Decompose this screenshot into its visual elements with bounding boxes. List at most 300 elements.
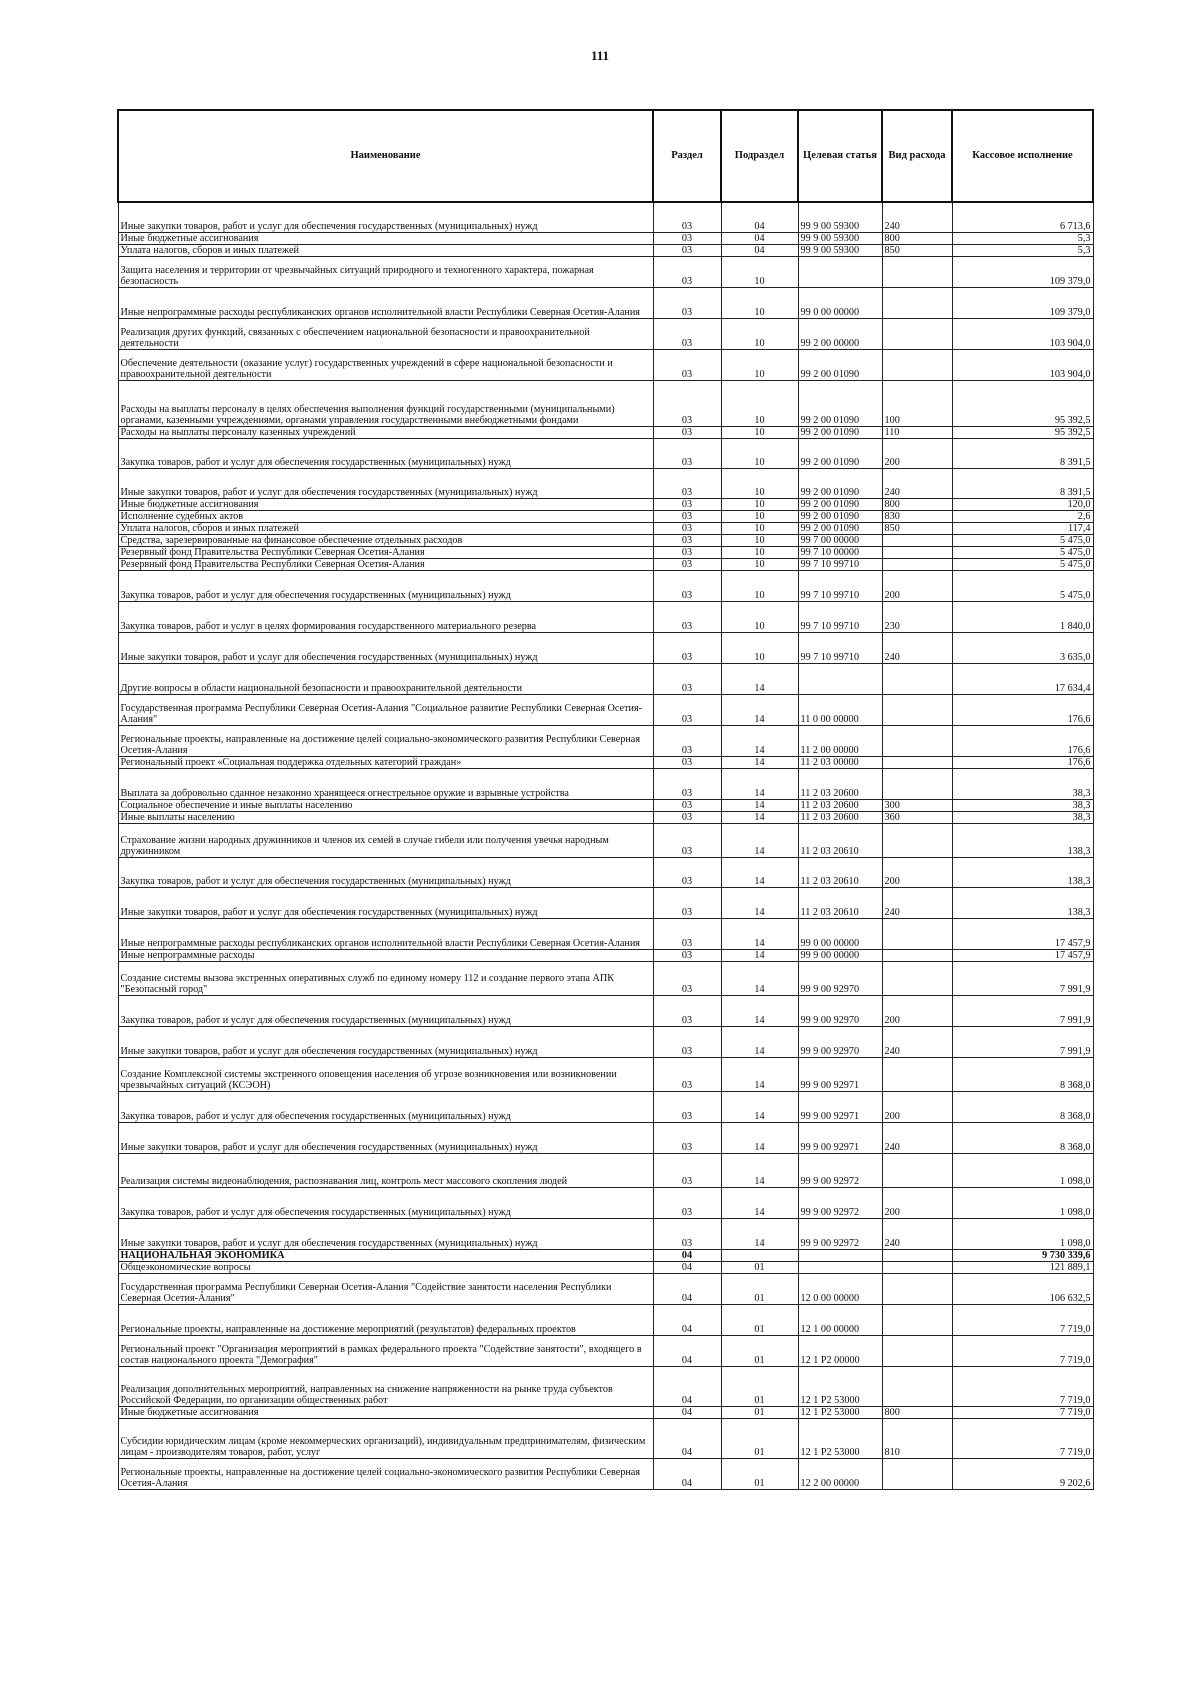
row-tselevaya-cell: 12 1 00 00000 — [798, 1304, 882, 1335]
row-podrazdel-cell: 04 — [721, 244, 798, 256]
table-row — [118, 1026, 1093, 1057]
row-name-cell: Иные закупки товаров, работ и услуг для обеспечения государственных (муниципальных) нужд — [118, 1122, 653, 1153]
row-amount-cell: 176,6 — [952, 694, 1093, 725]
row-name-cell: Исполнение судебных актов — [118, 510, 653, 522]
row-amount-cell: 5 475,0 — [952, 534, 1093, 546]
table-row — [118, 1249, 1093, 1261]
row-amount-cell: 1 098,0 — [952, 1218, 1093, 1249]
row-amount-cell: 5 475,0 — [952, 570, 1093, 601]
row-vid-cell — [882, 1153, 952, 1187]
row-razdel-cell: 04 — [653, 1458, 721, 1489]
row-tselevaya-cell: 99 7 10 99710 — [798, 558, 882, 570]
row-podrazdel-cell: 10 — [721, 498, 798, 510]
row-tselevaya-cell: 99 2 00 01090 — [798, 468, 882, 498]
table-row — [118, 663, 1093, 694]
row-podrazdel-cell: 10 — [721, 287, 798, 318]
row-vid-cell: 800 — [882, 1406, 952, 1418]
row-name-cell: Иные закупки товаров, работ и услуг для обеспечения государственных (муниципальных) нужд — [118, 1026, 653, 1057]
row-podrazdel-cell: 14 — [721, 1218, 798, 1249]
row-vid-cell — [882, 1366, 952, 1406]
row-tselevaya-cell: 12 1 P2 53000 — [798, 1366, 882, 1406]
row-name-cell: Обеспечение деятельности (оказание услуг) государственных учреждений в сфере национальной безопасности и правоохранительной деятельности — [118, 349, 653, 380]
table-row — [118, 349, 1093, 380]
row-podrazdel-cell: 01 — [721, 1366, 798, 1406]
row-name-cell: Уплата налогов, сборов и иных платежей — [118, 522, 653, 534]
row-podrazdel-cell: 14 — [721, 768, 798, 799]
row-tselevaya-cell: 12 0 00 00000 — [798, 1273, 882, 1304]
row-tselevaya-cell: 99 7 10 99710 — [798, 570, 882, 601]
row-razdel-cell: 03 — [653, 961, 721, 995]
row-name-cell: Региональные проекты, направленные на достижение целей социально-экономического развития Республики Северная Осетия-Алания — [118, 725, 653, 756]
row-vid-cell: 200 — [882, 438, 952, 468]
table-row — [118, 1057, 1093, 1091]
table-row — [118, 995, 1093, 1026]
row-podrazdel-cell: 14 — [721, 663, 798, 694]
row-podrazdel-cell: 14 — [721, 1026, 798, 1057]
row-name-cell: Другие вопросы в области национальной безопасности и правоохранительной деятельности — [118, 663, 653, 694]
row-name-cell: Государственная программа Республики Северная Осетия-Алания "Социальное развитие Республики Северная Осетия-Алания" — [118, 694, 653, 725]
row-vid-cell: 360 — [882, 811, 952, 823]
row-razdel-cell: 03 — [653, 1091, 721, 1122]
row-vid-cell — [882, 949, 952, 961]
table-row — [118, 438, 1093, 468]
row-vid-cell: 800 — [882, 232, 952, 244]
row-tselevaya-cell: 99 9 00 59300 — [798, 232, 882, 244]
row-tselevaya-cell: 99 2 00 01090 — [798, 426, 882, 438]
row-podrazdel-cell: 10 — [721, 318, 798, 349]
row-razdel-cell: 03 — [653, 799, 721, 811]
row-vid-cell — [882, 1458, 952, 1489]
row-amount-cell: 5 475,0 — [952, 558, 1093, 570]
row-amount-cell: 8 368,0 — [952, 1091, 1093, 1122]
row-razdel-cell: 03 — [653, 949, 721, 961]
table-row — [118, 570, 1093, 601]
row-name-cell: Иные закупки товаров, работ и услуг для обеспечения государственных (муниципальных) нужд — [118, 887, 653, 918]
table-row — [118, 1261, 1093, 1273]
row-tselevaya-cell: 12 1 P2 53000 — [798, 1406, 882, 1418]
row-amount-cell: 138,3 — [952, 823, 1093, 857]
row-razdel-cell: 03 — [653, 811, 721, 823]
row-name-cell: Создание системы вызова экстренных оперативных служб по единому номеру 112 и создание первого этапа АПК "Безопасный город" — [118, 961, 653, 995]
row-razdel-cell: 03 — [653, 857, 721, 887]
header-podrazdel: Подраздел — [721, 110, 798, 202]
row-name-cell: Средства, зарезервированные на финансовое обеспечение отдельных расходов — [118, 534, 653, 546]
row-razdel-cell: 03 — [653, 318, 721, 349]
row-razdel-cell: 04 — [653, 1366, 721, 1406]
row-name-cell: Региональный проект "Организация мероприятий в рамках федерального проекта "Содействие занятости", входящего в состав национального проекта "Демография" — [118, 1335, 653, 1366]
header-razdel: Раздел — [653, 110, 721, 202]
row-amount-cell: 95 392,5 — [952, 426, 1093, 438]
row-amount-cell: 7 719,0 — [952, 1335, 1093, 1366]
row-vid-cell: 200 — [882, 1187, 952, 1218]
row-razdel-cell: 03 — [653, 438, 721, 468]
table-row — [118, 799, 1093, 811]
table-row — [118, 961, 1093, 995]
row-podrazdel-cell: 01 — [721, 1304, 798, 1335]
row-name-cell: Иные непрограммные расходы республиканских органов исполнительной власти Республики Северная Осетия-Алания — [118, 287, 653, 318]
row-amount-cell: 109 379,0 — [952, 256, 1093, 287]
row-tselevaya-cell: 99 2 00 01090 — [798, 522, 882, 534]
row-razdel-cell: 03 — [653, 1122, 721, 1153]
row-amount-cell: 38,3 — [952, 799, 1093, 811]
row-amount-cell: 17 634,4 — [952, 663, 1093, 694]
row-amount-cell: 121 889,1 — [952, 1261, 1093, 1273]
row-podrazdel-cell: 14 — [721, 918, 798, 949]
row-name-cell: Закупка товаров, работ и услуг для обеспечения государственных (муниципальных) нужд — [118, 570, 653, 601]
table-row — [118, 1304, 1093, 1335]
row-tselevaya-cell: 11 2 00 00000 — [798, 725, 882, 756]
row-tselevaya-cell: 99 9 00 92970 — [798, 1026, 882, 1057]
row-name-cell: Закупка товаров, работ и услуг в целях формирования государственного материального резерва — [118, 601, 653, 632]
row-vid-cell: 240 — [882, 202, 952, 232]
row-amount-cell: 3 635,0 — [952, 632, 1093, 663]
row-podrazdel-cell: 10 — [721, 380, 798, 426]
row-name-cell: Выплата за добровольно сданное незаконно хранящееся огнестрельное оружие и взрывные устройства — [118, 768, 653, 799]
row-name-cell: Создание Комплексной системы экстренного оповещения населения об угрозе возникновения или возникновении чрезвычайных ситуаций (КСЭОН) — [118, 1057, 653, 1091]
row-vid-cell — [882, 1249, 952, 1261]
row-tselevaya-cell: 99 7 00 00000 — [798, 534, 882, 546]
row-tselevaya-cell: 12 1 P2 00000 — [798, 1335, 882, 1366]
table-row — [118, 632, 1093, 663]
row-podrazdel-cell: 14 — [721, 823, 798, 857]
row-razdel-cell: 03 — [653, 1026, 721, 1057]
row-podrazdel-cell: 14 — [721, 961, 798, 995]
table-row — [118, 949, 1093, 961]
row-tselevaya-cell: 99 9 00 92971 — [798, 1122, 882, 1153]
row-razdel-cell: 03 — [653, 694, 721, 725]
row-razdel-cell: 04 — [653, 1261, 721, 1273]
row-razdel-cell: 03 — [653, 1057, 721, 1091]
row-name-cell: Закупка товаров, работ и услуг для обеспечения государственных (муниципальных) нужд — [118, 1187, 653, 1218]
row-vid-cell — [882, 287, 952, 318]
row-razdel-cell: 04 — [653, 1418, 721, 1458]
row-podrazdel-cell — [721, 1249, 798, 1261]
row-tselevaya-cell: 99 9 00 92970 — [798, 961, 882, 995]
row-vid-cell — [882, 768, 952, 799]
row-tselevaya-cell — [798, 663, 882, 694]
row-name-cell: НАЦИОНАЛЬНАЯ ЭКОНОМИКА — [118, 1249, 653, 1261]
table-row — [118, 287, 1093, 318]
row-vid-cell: 240 — [882, 887, 952, 918]
row-amount-cell: 1 840,0 — [952, 601, 1093, 632]
row-tselevaya-cell: 11 0 00 00000 — [798, 694, 882, 725]
row-razdel-cell: 03 — [653, 349, 721, 380]
table-row — [118, 601, 1093, 632]
row-amount-cell: 117,4 — [952, 522, 1093, 534]
row-amount-cell: 103 904,0 — [952, 318, 1093, 349]
row-amount-cell: 7 991,9 — [952, 1026, 1093, 1057]
row-razdel-cell: 03 — [653, 887, 721, 918]
row-tselevaya-cell: 99 9 00 59300 — [798, 244, 882, 256]
row-name-cell: Государственная программа Республики Северная Осетия-Алания "Содействие занятости населения Республики Северная Осетия-Алания" — [118, 1273, 653, 1304]
row-razdel-cell: 03 — [653, 601, 721, 632]
row-podrazdel-cell: 14 — [721, 887, 798, 918]
row-vid-cell — [882, 961, 952, 995]
table-row — [118, 1091, 1093, 1122]
row-vid-cell: 240 — [882, 1122, 952, 1153]
row-name-cell: Закупка товаров, работ и услуг для обеспечения государственных (муниципальных) нужд — [118, 857, 653, 887]
row-razdel-cell: 03 — [653, 663, 721, 694]
row-amount-cell: 5,3 — [952, 244, 1093, 256]
row-podrazdel-cell: 14 — [721, 1153, 798, 1187]
table-body — [118, 202, 1093, 1489]
header-vid-rashoda: Вид расхода — [882, 110, 952, 202]
row-podrazdel-cell: 14 — [721, 756, 798, 768]
row-name-cell: Иные бюджетные ассигнования — [118, 498, 653, 510]
table-row — [118, 756, 1093, 768]
row-amount-cell: 38,3 — [952, 768, 1093, 799]
row-razdel-cell: 03 — [653, 522, 721, 534]
row-name-cell: Страхование жизни народных дружинников и членов их семей в случае гибели или получения увечья народным дружинником — [118, 823, 653, 857]
row-name-cell: Иные закупки товаров, работ и услуг для обеспечения государственных (муниципальных) нужд — [118, 1218, 653, 1249]
row-vid-cell: 200 — [882, 1091, 952, 1122]
row-vid-cell — [882, 534, 952, 546]
row-name-cell: Субсидии юридическим лицам (кроме некоммерческих организаций), индивидуальным предпринимателям, физическим лицам - производителям товаров, работ, услуг — [118, 1418, 653, 1458]
table-row — [118, 468, 1093, 498]
row-tselevaya-cell: 11 2 03 20600 — [798, 811, 882, 823]
row-razdel-cell: 03 — [653, 823, 721, 857]
row-name-cell: Закупка товаров, работ и услуг для обеспечения государственных (муниципальных) нужд — [118, 995, 653, 1026]
row-tselevaya-cell: 99 7 10 99710 — [798, 601, 882, 632]
row-amount-cell: 17 457,9 — [952, 918, 1093, 949]
row-podrazdel-cell: 14 — [721, 949, 798, 961]
row-podrazdel-cell: 01 — [721, 1418, 798, 1458]
row-vid-cell: 110 — [882, 426, 952, 438]
row-razdel-cell: 03 — [653, 1153, 721, 1187]
row-tselevaya-cell: 12 1 P2 53000 — [798, 1418, 882, 1458]
table-row — [118, 1218, 1093, 1249]
row-amount-cell: 176,6 — [952, 756, 1093, 768]
row-razdel-cell: 03 — [653, 632, 721, 663]
row-name-cell: Уплата налогов, сборов и иных платежей — [118, 244, 653, 256]
row-amount-cell: 7 991,9 — [952, 995, 1093, 1026]
row-vid-cell — [882, 1304, 952, 1335]
row-amount-cell: 138,3 — [952, 887, 1093, 918]
row-podrazdel-cell: 10 — [721, 632, 798, 663]
row-podrazdel-cell: 14 — [721, 811, 798, 823]
row-tselevaya-cell: 99 2 00 00000 — [798, 318, 882, 349]
row-tselevaya-cell: 99 9 00 92972 — [798, 1153, 882, 1187]
row-razdel-cell: 03 — [653, 256, 721, 287]
row-vid-cell: 300 — [882, 799, 952, 811]
row-podrazdel-cell: 10 — [721, 570, 798, 601]
row-podrazdel-cell: 01 — [721, 1261, 798, 1273]
table-row — [118, 498, 1093, 510]
row-razdel-cell: 03 — [653, 426, 721, 438]
row-razdel-cell: 04 — [653, 1249, 721, 1261]
row-amount-cell: 120,0 — [952, 498, 1093, 510]
row-razdel-cell: 03 — [653, 534, 721, 546]
row-podrazdel-cell: 14 — [721, 995, 798, 1026]
table-row — [118, 1273, 1093, 1304]
table-row — [118, 318, 1093, 349]
row-amount-cell: 7 719,0 — [952, 1406, 1093, 1418]
row-name-cell: Иные закупки товаров, работ и услуг для обеспечения государственных (муниципальных) нужд — [118, 468, 653, 498]
table-row — [118, 510, 1093, 522]
row-podrazdel-cell: 10 — [721, 558, 798, 570]
table-row — [118, 1335, 1093, 1366]
page-number: 111 — [590, 48, 610, 63]
row-vid-cell: 850 — [882, 522, 952, 534]
row-name-cell: Закупка товаров, работ и услуг для обеспечения государственных (муниципальных) нужд — [118, 1091, 653, 1122]
row-amount-cell: 109 379,0 — [952, 287, 1093, 318]
row-razdel-cell: 03 — [653, 287, 721, 318]
row-amount-cell: 7 719,0 — [952, 1366, 1093, 1406]
table-row — [118, 546, 1093, 558]
row-tselevaya-cell: 99 7 10 00000 — [798, 546, 882, 558]
header-tselevaya-statya: Целевая статья — [798, 110, 882, 202]
row-podrazdel-cell: 01 — [721, 1335, 798, 1366]
row-vid-cell: 240 — [882, 1026, 952, 1057]
row-name-cell: Резервный фонд Правительства Республики Северная Осетия-Алания — [118, 558, 653, 570]
row-podrazdel-cell: 10 — [721, 256, 798, 287]
row-amount-cell: 1 098,0 — [952, 1153, 1093, 1187]
row-tselevaya-cell: 11 2 03 00000 — [798, 756, 882, 768]
row-tselevaya-cell: 12 2 00 00000 — [798, 1458, 882, 1489]
row-name-cell: Иные непрограммные расходы — [118, 949, 653, 961]
row-vid-cell: 200 — [882, 857, 952, 887]
row-vid-cell: 850 — [882, 244, 952, 256]
row-name-cell: Резервный фонд Правительства Республики Северная Осетия-Алания — [118, 546, 653, 558]
row-amount-cell: 5,3 — [952, 232, 1093, 244]
row-tselevaya-cell: 99 2 00 01090 — [798, 438, 882, 468]
row-razdel-cell: 04 — [653, 1304, 721, 1335]
table-row — [118, 244, 1093, 256]
row-vid-cell: 240 — [882, 1218, 952, 1249]
row-tselevaya-cell: 99 2 00 01090 — [798, 510, 882, 522]
table-row — [118, 1122, 1093, 1153]
row-amount-cell: 7 719,0 — [952, 1418, 1093, 1458]
budget-table — [117, 109, 1094, 1490]
row-podrazdel-cell: 14 — [721, 1057, 798, 1091]
row-name-cell: Иные бюджетные ассигнования — [118, 1406, 653, 1418]
row-amount-cell: 138,3 — [952, 857, 1093, 887]
row-tselevaya-cell: 99 2 00 01090 — [798, 349, 882, 380]
row-tselevaya-cell: 99 9 00 00000 — [798, 949, 882, 961]
row-razdel-cell: 03 — [653, 1218, 721, 1249]
row-tselevaya-cell — [798, 1261, 882, 1273]
row-podrazdel-cell: 01 — [721, 1458, 798, 1489]
row-vid-cell — [882, 256, 952, 287]
row-tselevaya-cell: 99 9 00 92971 — [798, 1057, 882, 1091]
row-tselevaya-cell: 99 9 00 92971 — [798, 1091, 882, 1122]
row-tselevaya-cell: 99 9 00 92972 — [798, 1187, 882, 1218]
table-row — [118, 534, 1093, 546]
row-amount-cell: 9 202,6 — [952, 1458, 1093, 1489]
table-row — [118, 232, 1093, 244]
row-name-cell: Иные бюджетные ассигнования — [118, 232, 653, 244]
row-name-cell: Иные выплаты населению — [118, 811, 653, 823]
row-amount-cell: 7 719,0 — [952, 1304, 1093, 1335]
row-name-cell: Защита населения и территории от чрезвычайных ситуаций природного и техногенного характера, пожарная безопасность — [118, 256, 653, 287]
table-row — [118, 256, 1093, 287]
row-podrazdel-cell: 14 — [721, 799, 798, 811]
row-podrazdel-cell: 14 — [721, 1091, 798, 1122]
row-tselevaya-cell: 99 7 10 99710 — [798, 632, 882, 663]
table-row — [118, 1153, 1093, 1187]
row-tselevaya-cell: 99 9 00 92972 — [798, 1218, 882, 1249]
table-row — [118, 1366, 1093, 1406]
row-podrazdel-cell: 10 — [721, 426, 798, 438]
table-row — [118, 380, 1093, 426]
row-razdel-cell: 03 — [653, 468, 721, 498]
row-amount-cell: 8 391,5 — [952, 438, 1093, 468]
row-tselevaya-cell: 11 2 03 20610 — [798, 823, 882, 857]
header-row — [118, 110, 1093, 202]
row-podrazdel-cell: 10 — [721, 510, 798, 522]
row-podrazdel-cell: 10 — [721, 601, 798, 632]
row-vid-cell — [882, 349, 952, 380]
row-tselevaya-cell — [798, 256, 882, 287]
table-row — [118, 558, 1093, 570]
row-podrazdel-cell: 14 — [721, 725, 798, 756]
row-podrazdel-cell: 01 — [721, 1406, 798, 1418]
row-podrazdel-cell: 01 — [721, 1273, 798, 1304]
row-amount-cell: 1 098,0 — [952, 1187, 1093, 1218]
row-vid-cell — [882, 918, 952, 949]
row-amount-cell: 176,6 — [952, 725, 1093, 756]
table-row — [118, 202, 1093, 232]
row-tselevaya-cell: 11 2 03 20610 — [798, 887, 882, 918]
table-row — [118, 857, 1093, 887]
row-vid-cell — [882, 1057, 952, 1091]
row-razdel-cell: 04 — [653, 1406, 721, 1418]
row-tselevaya-cell: 99 9 00 92970 — [798, 995, 882, 1026]
row-amount-cell: 6 713,6 — [952, 202, 1093, 232]
table-row — [118, 823, 1093, 857]
row-razdel-cell: 03 — [653, 380, 721, 426]
row-podrazdel-cell: 10 — [721, 468, 798, 498]
row-name-cell: Реализация дополнительных мероприятий, направленных на снижение напряженности на рынке труда субъектов Российской Федерации, по организации общественных работ — [118, 1366, 653, 1406]
table-row — [118, 1406, 1093, 1418]
table-row — [118, 1458, 1093, 1489]
row-vid-cell: 830 — [882, 510, 952, 522]
row-vid-cell — [882, 756, 952, 768]
row-amount-cell: 9 730 339,6 — [952, 1249, 1093, 1261]
row-podrazdel-cell: 14 — [721, 694, 798, 725]
row-tselevaya-cell: 99 2 00 01090 — [798, 498, 882, 510]
row-amount-cell: 103 904,0 — [952, 349, 1093, 380]
table-row — [118, 1418, 1093, 1458]
row-tselevaya-cell: 11 2 03 20600 — [798, 768, 882, 799]
row-vid-cell: 200 — [882, 995, 952, 1026]
row-vid-cell — [882, 823, 952, 857]
row-vid-cell — [882, 725, 952, 756]
row-razdel-cell: 03 — [653, 725, 721, 756]
row-podrazdel-cell: 04 — [721, 232, 798, 244]
row-razdel-cell: 03 — [653, 546, 721, 558]
row-razdel-cell: 03 — [653, 558, 721, 570]
row-name-cell: Расходы на выплаты персоналу в целях обеспечения выполнения функций государственными (муниципальными) органами, казенными учреждениями, органами управления государственными внебюджетными фондами — [118, 380, 653, 426]
row-amount-cell: 7 991,9 — [952, 961, 1093, 995]
row-razdel-cell: 03 — [653, 498, 721, 510]
row-podrazdel-cell: 10 — [721, 438, 798, 468]
row-tselevaya-cell: 11 2 03 20600 — [798, 799, 882, 811]
row-vid-cell — [882, 663, 952, 694]
row-amount-cell: 38,3 — [952, 811, 1093, 823]
row-podrazdel-cell: 04 — [721, 202, 798, 232]
table-row — [118, 811, 1093, 823]
row-name-cell: Социальное обеспечение и иные выплаты населению — [118, 799, 653, 811]
row-vid-cell — [882, 1261, 952, 1273]
table-row — [118, 768, 1093, 799]
row-razdel-cell: 03 — [653, 202, 721, 232]
row-vid-cell — [882, 694, 952, 725]
row-amount-cell: 8 391,5 — [952, 468, 1093, 498]
row-razdel-cell: 03 — [653, 232, 721, 244]
row-podrazdel-cell: 10 — [721, 546, 798, 558]
row-vid-cell: 800 — [882, 498, 952, 510]
